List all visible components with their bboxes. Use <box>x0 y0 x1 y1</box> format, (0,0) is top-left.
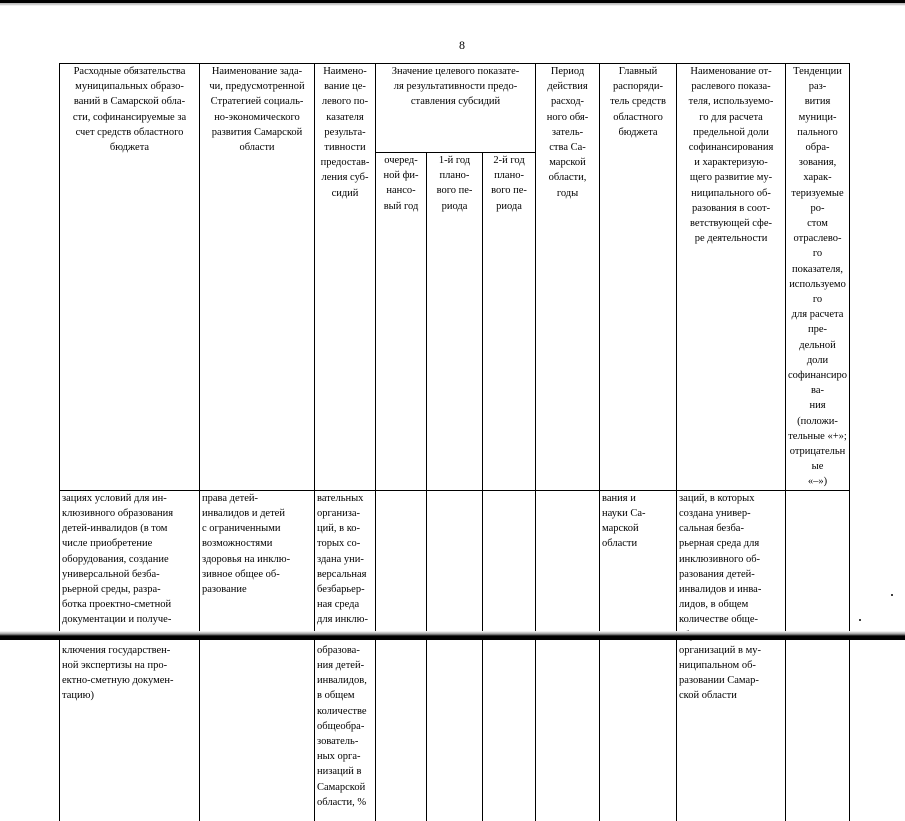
table-header-row-1 <box>60 64 850 153</box>
header-plan-year-1: 1-й год плано- вого пе- риода <box>427 152 483 490</box>
scan-border-top <box>0 0 905 6</box>
page-number: 8 <box>459 38 465 52</box>
row-indicator-name: вательных организа- ций, в ко- торых со- здана уни- версальная безбарьер- ная среда для инклю- образова- ния детей- инвалидов, в общем количестве общеобра- зователь- ных орга- низаций в Самарской области, % <box>315 490 376 821</box>
header-task-name: Наименование зада- чи, предусмотренной Стратегией социаль- но-экономического развития Самарской области <box>200 64 315 491</box>
header-indicator-values-group: Значение целевого показате- ля результативности предо- ставления субсидий <box>376 64 536 153</box>
scan-speck <box>891 594 893 596</box>
subsidy-indicators-table <box>59 63 850 821</box>
scan-speck <box>859 619 861 621</box>
row-plan-year-1 <box>427 490 483 821</box>
header-plan-year-2: 2-й год плано- вого пе- риода <box>483 152 536 490</box>
header-obligation-period: Период действия расход- ного обя- затель- ства Са- марской области, годы <box>536 64 600 491</box>
row-chief-administrator: вания и науки Са- марской области <box>600 490 677 821</box>
table-row <box>60 490 850 821</box>
row-plan-year-2 <box>483 490 536 821</box>
header-expense-obligations: Расходные обязательства муниципальных образо- ваний в Самарской обла- сти, софинансируемые за счет средств областного бюджета <box>60 64 200 491</box>
row-expense-obligation: зациях условий для ин- клюзивного образования детей-инвалидов (в том числе приобретение оборудования, создание универсальной безба- рьерной среды, разра- ботка проектно-сметной документации и получе- ключения государствен- ной экспертизы на про- ектно-сметную докумен- тацию) <box>60 490 200 821</box>
row-development-trend <box>786 490 850 821</box>
row-next-fiscal-year <box>376 490 427 821</box>
header-next-fiscal-year: очеред- ной фи- нансо- вый год <box>376 152 427 490</box>
row-sector-indicator: заций, в которых создана универ- сальная безба- рьерная среда для инклюзивного об- разования детей- инвалидов и инва- лидов, в общем количестве обще- организаций в му- ниципальном об- разовании Самар- ской области <box>677 490 786 821</box>
header-development-trends: Тенденции раз- вития муници- пального обра- зования, харак- теризуемые ро- стом отраслево- го показателя, используемого для расчета пре- дельной доли софинансирова- ния (положи- тельные «+»; отрицательные «–») <box>786 64 850 491</box>
scan-border-bottom <box>0 631 905 640</box>
row-obligation-period <box>536 490 600 821</box>
header-indicator-name: Наимено- вание це- левого по- казателя результа- тивности предостав- ления суб- сидий <box>315 64 376 491</box>
header-chief-administrator: Главный распоряди- тель средств областного бюджета <box>600 64 677 491</box>
header-sector-indicator: Наименование от- раслевого показа- теля, используемо- го для расчета предельной доли софинансирования и характеризую- щего развитие му- ниципального об- разования в соот- ветствующей сфе- ре деятельности <box>677 64 786 491</box>
row-task-name: права детей- инвалидов и детей с ограниченными возможностями здоровья на инклю- зивное общее об- разование <box>200 490 315 821</box>
